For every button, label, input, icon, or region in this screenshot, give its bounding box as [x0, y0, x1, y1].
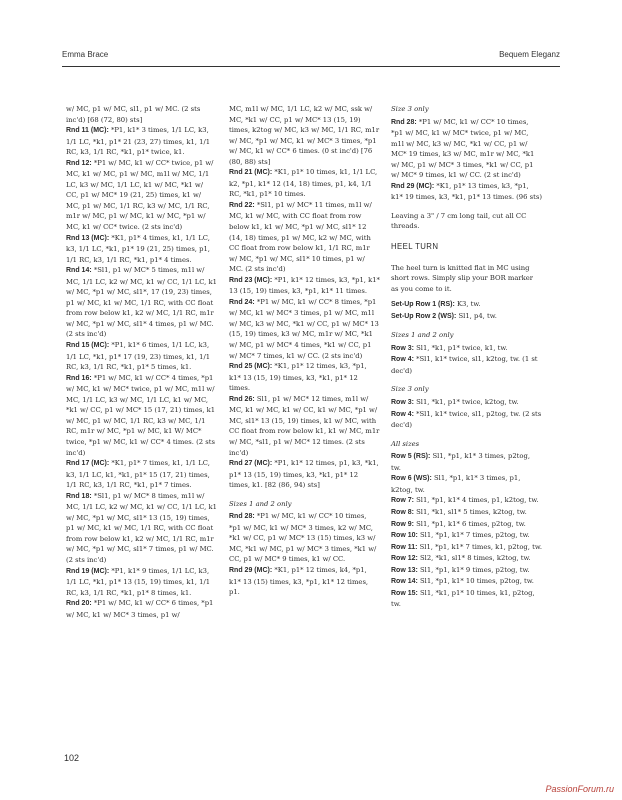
row-label: Rnd 28: — [229, 513, 255, 521]
row-label: Rnd 12: — [66, 159, 92, 167]
row-label: Row 3: — [391, 399, 414, 407]
row-label: Rnd 22: — [229, 201, 255, 209]
column-2 — [229, 104, 380, 598]
column-1 — [66, 104, 217, 620]
row-label: Row 3: — [391, 344, 414, 352]
row-label: Row 13: — [391, 566, 418, 574]
pattern-row — [66, 373, 217, 458]
pattern-row — [66, 491, 217, 566]
row-text: Sl1, *k1, sl1* 5 times, k2tog, tw. — [416, 507, 527, 516]
size-3-heel-heading: Size 3 only — [391, 385, 429, 394]
row-text: Sl1, p1 w/ MC* 12 times, m1l w/ MC, k1 w/ MC, k1 w/ CC, k1 w/ MC, *p1 w/ MC, sl1* 13 (15, 19) times, k1 w/ MC, with CC float from row below k1, k1 w/ MC, m1r w/ MC, *sl1, p1 w/ MC* 12 times. (2 sts inc'd) — [229, 394, 380, 457]
leaving-note: Leaving a 3" / 7 cm long tail, cut all CC threads. — [391, 211, 527, 231]
row-text: w/ MC, p1 w/ MC, sl1, p1 w/ MC. (2 sts inc'd) [68 (72, 80) sts] — [66, 105, 201, 124]
pattern-row — [229, 275, 380, 297]
author-name: Emma Brace — [62, 50, 109, 59]
all-sizes-heading: All sizes — [391, 439, 420, 448]
row-label: Row 15: — [391, 589, 418, 597]
pattern-row — [229, 511, 380, 565]
row-text: *K1, p1* 7 times, k1, 1/1 LC, k3, 1/1 LC, k1, *k1, p1* 15 (17, 21) times, 1/1 RC, k3, 1/1 RC, *k1, p1* 7 times. — [66, 459, 210, 490]
row-label: Rnd 27 (MC): — [229, 460, 273, 468]
pattern-row — [391, 553, 542, 565]
pattern-row — [229, 394, 380, 458]
row-label: Row 8: — [391, 508, 414, 516]
sizes-1-2-heel-heading: Sizes 1 and 2 only — [391, 331, 454, 340]
row-text: Sl1, *p1, k1* 3 times, p2tog, tw. — [391, 452, 531, 472]
row-text: *P1 w/ MC, k1 w/ CC* 10 times, *p1 w/ MC, k1 w/ MC* twice, p1 w/ MC, m1l w/ MC, k3 w/ MC, *k1 w/ CC, p1 w/ MC* 19 times, k3 w/ MC, m1r w/ MC, *k1 w/ MC, p1 w/ MC* 3 times, *k1 w/ CC, p1 w/ MC* 9 times, k1 w/ CC. (2 st inc'd) — [391, 117, 535, 180]
row-text: Sl1, *k1, p1* 10 times, k1, p2tog, tw. — [391, 588, 535, 609]
pattern-row — [391, 343, 542, 355]
row-text: Sl1, *p1, k1* 9 times, p2tog, tw. — [420, 565, 530, 574]
row-text: *P1, k1* 12 times, k3, *p1, k1* 13 (15, 19) times, k3, *p1, k1* 11 times. — [229, 275, 380, 296]
row-text: *P1 w/ MC, k1 w/ CC* 4 times, *p1 w/ MC, k1 w/ MC* twice, p1 w/ MC, m1l w/ MC, 1/1 LC, k3 w/ MC, 1/1 LC, k1 w/ MC, *k1 w/ CC, p1 w/ MC* 15 (17, 21) times, k1 w/ MC, p1 w/ MC, 1/1 RC, k3 w/ MC, 1/1 RC, m1r w/ MC, *p1 w/ MC, k1 W/ MC* twice, *p1 w/ MC, k1 w/ CC* 4 times. (2 sts inc'd) — [66, 373, 216, 457]
row-text: *P1, k1* 12 times, p1, k3, *k1, p1* 13 (15, 19) times, k3, *k1, p1* 12 times, k1. [82 (86, 94) sts] — [229, 459, 379, 490]
row-text: *Sl1, k1* twice, sl1, p2tog, tw. (2 sts dec'd) — [391, 409, 542, 430]
pattern-row — [66, 566, 217, 599]
pattern-row — [229, 167, 380, 200]
row-label: Row 6 (WS): — [391, 475, 432, 483]
row-text: *Sl1, k1* twice, sl1, k2tog, tw. (1 st dec'd) — [391, 355, 538, 375]
row-label: Rnd 21 (MC): — [229, 169, 273, 177]
row-label: Rnd 14: — [66, 267, 92, 275]
row-text: *P1 w/ MC, k1 w/ CC* 10 times, *p1 w/ MC, k1 w/ MC* 3 times, k2 w/ MC, *k1 w/ CC, p1 w/ MC* 13 (15) times, k3 w/ MC, *k1 w/ MC, p1 w/ MC* 3 times, *k1 w/ CC, p1 w/ MC* 9 times, k1 w/ CC. — [229, 512, 377, 564]
pattern-row — [66, 265, 217, 340]
row-text: *K1, p1* 12 times, k4, *p1, k1* 13 (15) times, k3, *p1, k1* 12 times, p1. — [229, 565, 369, 597]
pattern-row — [391, 565, 542, 577]
row-label: Rnd 28: — [391, 118, 417, 126]
row-label: Rnd 18: — [66, 492, 92, 500]
pattern-row — [391, 576, 542, 588]
pattern-row — [391, 117, 542, 181]
row-text: Sl1, *k1, p1* twice, k1, tw. — [416, 343, 508, 352]
row-text: Sl1, *p1, k1* 7 times, p2tog, tw. — [420, 531, 530, 540]
row-label: Rnd 13 (MC): — [66, 234, 110, 242]
row-text: Sl1, *p1, k1* 6 times, p2tog, tw. — [416, 519, 526, 528]
row-text: Sl1, *p1, k1* 7 times, k1, p2tog, tw. — [419, 542, 543, 551]
row-text: *P1 w/ MC, k1 w/ CC* 8 times, *p1 w/ MC, k1 w/ MC* 3 times, p1 w/ MC, m1l w/ MC, k3 w/ MC, *k1 w/ CC, p1 w/ MC* 13 (15, 19) times, k3 w/ MC, m1r w/ MC, *k1 w/ MC, p1 w/ MC* 4 times, *k1 w/ CC, p1 w/ MC* 7 times, k1 w/ CC. (2 sts inc'd) — [229, 297, 379, 360]
row-label: Rnd 25 (MC): — [229, 363, 273, 371]
row-label: Rnd 17 (MC): — [66, 460, 110, 468]
pattern-row — [229, 565, 380, 598]
sizes-1-2-heading: Sizes 1 and 2 only — [229, 499, 292, 508]
pattern-row — [66, 104, 217, 125]
row-text: *K1, p1* 13 times, k3, *p1, k1* 19 times, k3, *k1, p1* 13 times. (96 sts) — [391, 181, 542, 202]
row-label: Rnd 15 (MC): — [66, 342, 110, 350]
pattern-row — [66, 458, 217, 491]
row-text: K3, tw. — [456, 300, 481, 309]
row-label: Rnd 29 (MC): — [229, 566, 273, 574]
size-3-heading: Size 3 only — [391, 105, 429, 113]
pattern-row — [391, 354, 542, 376]
pattern-row — [391, 507, 542, 519]
row-text: Sl1, *p1, k1* 4 times, p1, k2tog, tw. — [416, 496, 539, 505]
row-label: Row 4: — [391, 356, 414, 364]
watermark: PassionForum.ru — [545, 784, 614, 794]
row-label: Rnd 24: — [229, 298, 255, 306]
pattern-row — [229, 104, 380, 167]
row-label: Rnd 16: — [66, 374, 92, 382]
row-text: *K1, p1* 10 times, k1, 1/1 LC, k2, *p1, k1* 12 (14, 18) times, p1, k4, 1/1 RC, *k1, p1* 10 times. — [229, 168, 378, 199]
row-label: Row 11: — [391, 543, 418, 551]
pattern-row — [391, 495, 542, 507]
pattern-row — [391, 588, 542, 610]
row-label: Row 5 (RS): — [391, 453, 431, 461]
column-3 — [391, 104, 542, 610]
pattern-row — [229, 361, 380, 394]
pattern-row — [391, 451, 542, 473]
pattern-row — [391, 530, 542, 542]
row-label: Row 7: — [391, 497, 414, 505]
row-label: Rnd 26: — [229, 395, 255, 403]
row-text: Sl2, *k1, sl1* 8 times, k2tog, tw. — [420, 554, 531, 563]
row-text: Sl1, *k1, p1* twice, k2tog, tw. — [416, 398, 519, 407]
pattern-row — [66, 340, 217, 373]
row-label: Set-Up Row 2 (WS): — [391, 312, 457, 320]
pattern-row — [66, 598, 217, 620]
row-text: *K1, p1* 4 times, k1, 1/1 LC, k3, 1/1 LC, *k1, p1* 19 (21, 25) times, p1, 1/1 RC, k3, 1/1 RC, *k1, p1* 4 times. — [66, 233, 210, 264]
pattern-row — [66, 158, 217, 233]
row-text: *Sl1, p1 w/ MC* 5 times, m1l w/ MC, 1/1 LC, k2 w/ MC, k1 w/ CC, 1/1 LC, k1 w/ MC, *p1 w/ MC, sl1*, 17 (19, 23) times, p1 w/ MC, k1 w/ MC, 1/1 RC, with CC float from row below k1, k2 w/ MC, 1/1 RC, m1r w/ MC, *p1 w/ MC, sl1* 4 times, p1 w/ MC. (2 sts inc'd) — [66, 266, 217, 339]
row-label: Rnd 29 (MC): — [391, 182, 435, 190]
row-label: Row 4: — [391, 410, 414, 418]
pattern-row — [391, 299, 542, 311]
page-number: 102 — [64, 753, 80, 763]
heel-turn-heading: HEEL TURN — [391, 242, 439, 252]
row-text: Sl1, *p1, k1* 3 times, p1, k2tog, tw. — [391, 474, 521, 494]
row-label: Row 10: — [391, 532, 418, 540]
pattern-row — [66, 125, 217, 158]
row-text: Sl1, *p1, k1* 10 times, p2tog, tw. — [420, 577, 534, 586]
row-label: Rnd 19 (MC): — [66, 567, 110, 575]
pattern-row — [229, 458, 380, 491]
header-rule — [62, 66, 560, 67]
row-text: MC, m1l w/ MC, 1/1 LC, k2 w/ MC, ssk w/ MC, *k1 w/ CC, p1 w/ MC* 13 (15, 19) times, k2tog w/ MC, k3 w/ MC, 1/1 RC, m1r w/ MC, *p1 w/ MC, k1 w/ MC* 3 times, *p1 w/ MC, k1 w/ CC* 6 times. (0 st inc'd) [76 (80, 88) sts] — [229, 105, 380, 166]
row-label: Rnd 11 (MC): — [66, 127, 109, 135]
row-label: Rnd 23 (MC): — [229, 276, 273, 284]
row-text: *P1 w/ MC, k1 w/ CC* 6 times, *p1 w/ MC, k1 w/ MC* 3 times, p1 w/ — [66, 599, 214, 619]
row-text: *Sl1, p1 w/ MC* 11 times, m1l w/ MC, k1 w/ MC, with CC float from row below k1, k1 w/ MC, *p1 w/ MC, sl1* 12 (14, 18) times, p1 w/ MC, k2 w/ MC, with CC float from row below k1, 1/1 RC, m1r w/ MC, *p1 w/ MC, sl1* 10 times, p1 w/ MC. (2 sts inc'd) — [229, 200, 372, 274]
pattern-row — [391, 397, 542, 409]
pattern-row — [391, 409, 542, 431]
pattern-row — [391, 473, 542, 495]
row-label: Rnd 20: — [66, 600, 92, 608]
pattern-row — [391, 542, 542, 554]
row-label: Set-Up Row 1 (RS): — [391, 301, 455, 309]
row-text: Sl1, p4, tw. — [458, 311, 497, 320]
row-text: *P1 w/ MC, k1 w/ CC* twice, p1 w/ MC, k1 w/ MC, p1 w/ MC, m1l w/ MC, 1/1 LC, k3 w/ MC, 1/1 LC, k1 w/ MC, *k1 w/ CC, p1 w/ MC* 19 (21, 25) times, k1 w/ MC, p1 w/ MC, 1/1 RC, k3 w/ MC, 1/1 RC, m1r w/ MC, p1 w/ MC, k1 w/ MC, *p1 w/ MC, k1 w/ CC* twice. (2 sts inc'd) — [66, 158, 214, 232]
pattern-row — [229, 200, 380, 275]
pattern-row — [391, 519, 542, 531]
pattern-row — [229, 297, 380, 361]
heel-intro: The heel turn is knitted flat in MC using short rows. Simply slip your BOR marker as you come to it. — [391, 263, 534, 293]
pattern-row — [66, 233, 217, 266]
row-text: *Sl1, p1 w/ MC* 8 times, m1l w/ MC, 1/1 LC, k2 w/ MC, k1 w/ CC, 1/1 LC, k1 w/ MC, *p1 w/ MC, sl1* 13 (15, 19) times, p1 w/ MC, k1 w/ MC, 1/1 RC, with CC float from row below k1, k2 w/ MC, 1/1 RC, m1r w/ MC, *p1 w/ MC, sl1* 7 times, p1 w/ MC. (2 sts inc'd) — [66, 491, 217, 564]
row-text: *P1, k1* 6 times, 1/1 LC, k3, 1/1 LC, *k1, p1* 17 (19, 23) times, k1, 1/1 RC, k3, 1/1 RC, *k1, p1* 5 times, k1. — [66, 341, 211, 372]
pattern-row — [391, 181, 542, 203]
row-text: *P1, k1* 9 times, 1/1 LC, k3, 1/1 LC, *k1, p1* 13 (15, 19) times, k1, 1/1 RC, k3, 1/1 RC, *k1, p1* 8 times, k1. — [66, 566, 211, 597]
row-label: Row 12: — [391, 555, 418, 563]
row-text: *P1, k1* 3 times, 1/1 LC, k3, 1/1 LC, *k1, p1* 21 (23, 27) times, k1, 1/1 RC, k3, 1/1 RC, *k1, p1* twice, k1. — [66, 126, 211, 157]
row-label: Row 9: — [391, 520, 414, 528]
row-text: *K1, p1* 12 times, k3, *p1, k1* 13 (15, 19) times, k3, *k1, p1* 12 times. — [229, 362, 367, 393]
row-label: Row 14: — [391, 578, 418, 586]
pattern-row — [391, 311, 542, 323]
pattern-title: Bequem Eleganz — [499, 50, 560, 59]
